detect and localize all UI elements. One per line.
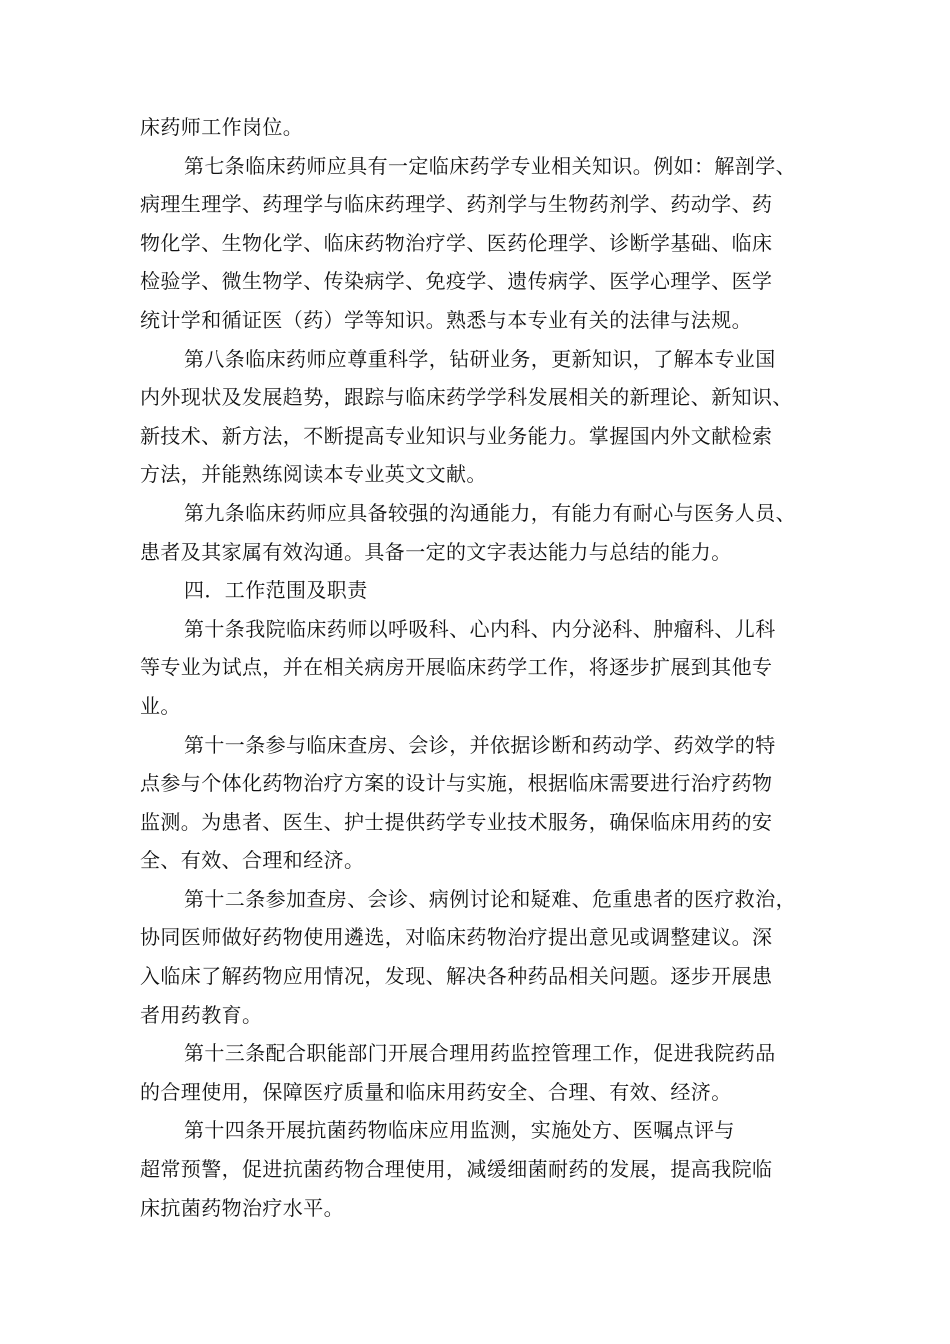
text-line: 入临床了解药物应用情况，发现、解决各种药品相关问题。逐步开展患 [140,964,773,989]
text-line: 超常预警，促进抗菌药物合理使用，减缓细菌耐药的发展，提高我院临 [140,1157,773,1182]
paragraph-article-11 [140,726,830,880]
text-line: 四．工作范围及职责 [184,578,368,603]
text-line: 全、有效、合理和经济。 [140,848,365,873]
text-line: 统计学和循证医（药）学等知识。熟悉与本专业有关的法律与法规。 [140,307,752,332]
text-line: 床药师工作岗位。 [140,115,304,139]
text-line: 协同医师做好药物使用遴选，对临床药物治疗提出意见或调整建议。深 [140,925,773,950]
text-line: 第九条临床药师应具备较强的沟通能力，有能力有耐心与医务人员、 [184,500,796,525]
paragraph-article-13 [140,1034,830,1111]
paragraph-article-8 [140,340,830,494]
text-line: 第十条我院临床药师以呼吸科、心内科、内分泌科、肿瘤科、儿科 [184,616,776,641]
text-line: 业。 [140,693,181,718]
text-line: 检验学、微生物学、传染病学、免疫学、遗传病学、医学心理学、医学 [140,269,773,294]
paragraph-article-10 [140,610,830,726]
text-line: 病理生理学、药理学与临床药理学、药剂学与生物药剂学、药动学、药 [140,192,773,217]
text-line: 第十四条开展抗菌药物临床应用监测，实施处方、医嘱点评与 [184,1118,735,1143]
text-line: 患者及其家属有效沟通。具备一定的文字表达能力与总结的能力。 [140,539,732,564]
text-line: 的合理使用，保障医疗质量和临床用药安全、合理、有效、经济。 [140,1079,732,1104]
text-line: 第十二条参加查房、会诊、病例讨论和疑难、危重患者的医疗救治， [184,886,796,911]
paragraph-article-7 [140,147,830,340]
text-line: 内外现状及发展趋势，跟踪与临床药学学科发展相关的新理论、新知识、 [140,385,793,410]
text-line: 第八条临床药师应尊重科学，钻研业务，更新知识，了解本专业国 [184,346,776,371]
text-line: 物化学、生物化学、临床药物治疗学、医药伦理学、诊断学基础、临床 [140,230,773,255]
text-line: 床抗菌药物治疗水平。 [140,1195,344,1220]
text-line: 点参与个体化药物治疗方案的设计与实施，根据临床需要进行治疗药物 [140,771,773,796]
text-line: 第十三条配合职能部门开展合理用药监控管理工作，促进我院药品 [184,1041,776,1066]
text-line: 第十一条参与临床查房、会诊，并依据诊断和药动学、药效学的特 [184,732,776,757]
paragraph-p-continuation [140,108,830,147]
text-line: 第七条临床药师应具有一定临床药学专业相关知识。例如：解剖学、 [184,153,796,178]
text-line: 等专业为试点，并在相关病房开展临床药学工作，将逐步扩展到其他专 [140,655,773,680]
paragraph-article-14 [140,1111,830,1227]
text-line: 方法，并能熟练阅读本专业英文文献。 [140,462,487,487]
document-body [140,108,830,1227]
text-line: 新技术、新方法，不断提高专业知识与业务能力。掌握国内外文献检索 [140,423,773,448]
text-line: 监测。为患者、医生、护士提供药学专业技术服务，确保临床用药的安 [140,809,773,834]
paragraph-section-4-heading [140,571,830,610]
paragraph-article-9 [140,494,830,571]
text-line: 者用药教育。 [140,1002,263,1027]
paragraph-article-12 [140,880,830,1034]
